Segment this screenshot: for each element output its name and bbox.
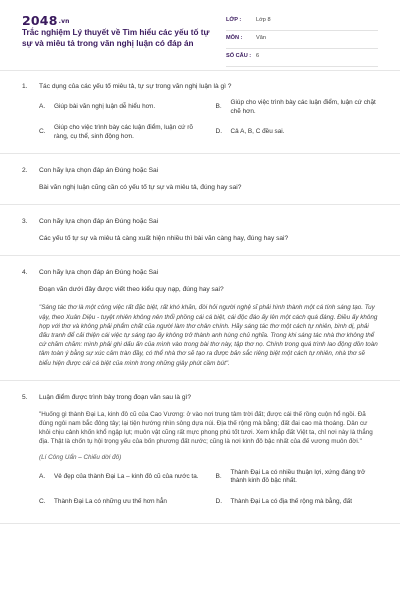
option-text: Giúp cho việc trình bày các luận điểm, luận cứ rõ ràng, cụ thể, sinh động hơn.	[54, 124, 193, 140]
option-letter: B.	[215, 472, 222, 480]
meta-value: Văn	[256, 35, 266, 41]
meta-row-subject	[226, 31, 378, 49]
question-prompt	[22, 217, 378, 226]
meta-label: SỐ CÂU :	[226, 53, 252, 59]
question-3	[0, 205, 400, 256]
option-text: Cả A, B, C đều sai.	[230, 128, 285, 136]
answer-options	[39, 99, 378, 141]
option-d[interactable]	[216, 124, 379, 141]
quiz-meta	[226, 13, 378, 67]
meta-row-grade	[226, 13, 378, 31]
logo-suffix: .vn	[58, 18, 70, 25]
meta-label: MÔN :	[226, 35, 243, 41]
meta-label: LỚP :	[226, 17, 242, 23]
option-text: Giúp bài văn nghị luận dễ hiểu hơn.	[54, 103, 156, 111]
option-letter: A.	[39, 472, 46, 480]
option-text: Thành Đại La có những ưu thế hơn hẳn	[54, 498, 167, 505]
meta-row-count	[226, 49, 378, 67]
question-number: 5.	[22, 393, 28, 401]
question-text: Con hãy lựa chọn đáp án Đúng hoặc Sai	[39, 218, 159, 226]
option-text: Vẻ đẹp của thành Đại La – kinh đô cũ của nước ta.	[54, 472, 199, 480]
option-c[interactable]	[39, 494, 202, 511]
quoted-excerpt: "Sáng tác thơ là một công việc rất đặc biệt, rất khó khăn, đòi hỏi người nghệ sĩ phải hình thành một cá tính sáng tạo. Tuy vậy, theo Xuân Diệu - tuyệt nhiên không nên thổi phồng cái cá biệt, cái độc đáo ấy lên một cách quá đáng. Điều ấy không hợp với thơ và không phải phẩm chất của người làm thơ chân chính. Hãy sáng tác thơ một cách tự nhiên, bình dị, phải đấu tranh để cải thiện cái việc tự sáng tạo ấy không trở thành anh hùng chủ nghĩa. Trong khi sáng tác nhà thơ không thể cứ chăm chăm: mình phải ghi dấu ấn của mình vào trong bài thơ này, tập thơ nọ. Chính trong quá trình lao động dồn toàn tâm toàn ý bằng sự xúc cảm tràn đầy, có thể nhà thơ sẽ tạo ra được bản sắc riêng biệt một cách tự nhiên, nhà thơ sẽ biểu hiện được cái cá biệt của mình trong những giây phút cầm bút".	[39, 304, 378, 367]
option-c[interactable]	[39, 124, 202, 141]
meta-value: 6	[256, 53, 260, 59]
question-number: 2.	[22, 167, 28, 175]
option-letter: A.	[39, 103, 46, 111]
question-list	[0, 70, 400, 524]
quoted-passage: "Huống gì thành Đại La, kinh đô cũ của Cao Vương: ở vào nơi trung tâm trời đất; được cái thế rồng cuộn hổ ngồi. Đã đúng ngôi nam bắc đông tây; lại tiện hướng nhìn sông dựa núi. Địa thế rộng mà bằng; đất đai cao mà thoáng. Dân cư khỏi chịu cảnh khốn khổ ngập lụt; muôn vật cũng rất mực phong phú tốt tươi. Xem khắp đất Việt ta, chỉ nơi này là thắng địa. Thật là chốn tụ hội trọng yếu của bốn phương đất nước; cũng là nơi kinh đô bậc nhất của đế vương muôn đời."	[39, 410, 373, 446]
page-header	[0, 0, 400, 62]
meta-value: Lớp 8	[256, 17, 271, 23]
question-number: 4.	[22, 269, 28, 277]
logo-text: 2048	[22, 13, 58, 28]
question-prompt	[22, 166, 378, 175]
option-text: Giúp cho việc trình bày các luận điểm, luận cứ chặt chẽ hơn.	[230, 99, 376, 115]
option-d[interactable]	[216, 494, 379, 511]
option-a[interactable]	[39, 469, 202, 486]
option-a[interactable]	[39, 99, 202, 116]
question-4	[0, 256, 400, 380]
question-prompt	[22, 268, 378, 277]
site-logo[interactable]	[22, 13, 70, 28]
option-text: Thành Đại La có địa thế rộng mà bằng, đất	[230, 498, 353, 505]
question-prompt	[22, 82, 378, 91]
option-b[interactable]	[216, 469, 379, 486]
question-2	[0, 154, 400, 205]
option-letter: C.	[39, 498, 46, 505]
option-letter: C.	[39, 128, 46, 136]
question-statement: Đoạn văn dưới đây được viết theo kiểu quy nạp, đúng hay sai?	[39, 286, 224, 294]
answer-options	[39, 469, 378, 511]
option-text: Thành Đại La có nhiều thuận lợi, xứng đáng trở thành kinh đô bậc nhất.	[230, 468, 366, 485]
question-statement: Bài văn nghị luận cũng cần có yếu tố tự sự và miêu tả, đúng hay sai?	[39, 184, 242, 192]
option-letter: D.	[215, 128, 223, 136]
page-title: Trắc nghiệm Lý thuyết về Tìm hiểu các yếu tố tự sự và miêu tả trong văn nghị luận có đáp án	[22, 28, 210, 48]
question-5	[0, 381, 400, 524]
question-prompt	[22, 393, 378, 402]
option-letter: B.	[215, 103, 222, 111]
option-b[interactable]	[216, 99, 379, 116]
option-letter: D.	[215, 498, 223, 505]
question-text: Tác dụng của các yếu tố miêu tả, tự sự trong văn nghị luận là gì ?	[39, 83, 232, 90]
question-1	[0, 70, 400, 154]
question-number: 3.	[22, 218, 28, 226]
question-text: Con hãy lựa chọn đáp án Đúng hoặc Sai	[39, 269, 159, 277]
quote-source: (Lí Công Uẩn – Chiếu dời đô)	[39, 453, 122, 461]
question-statement: Các yếu tố tự sự và miêu tả càng xuất hiện nhiều thì bài văn càng hay, đúng hay sai?	[39, 235, 289, 243]
question-text: Luận điểm được trình bày trong đoạn văn sau là gì?	[39, 393, 192, 401]
question-number: 1.	[22, 83, 28, 90]
question-text: Con hãy lựa chọn đáp án Đúng hoặc Sai	[39, 167, 159, 175]
